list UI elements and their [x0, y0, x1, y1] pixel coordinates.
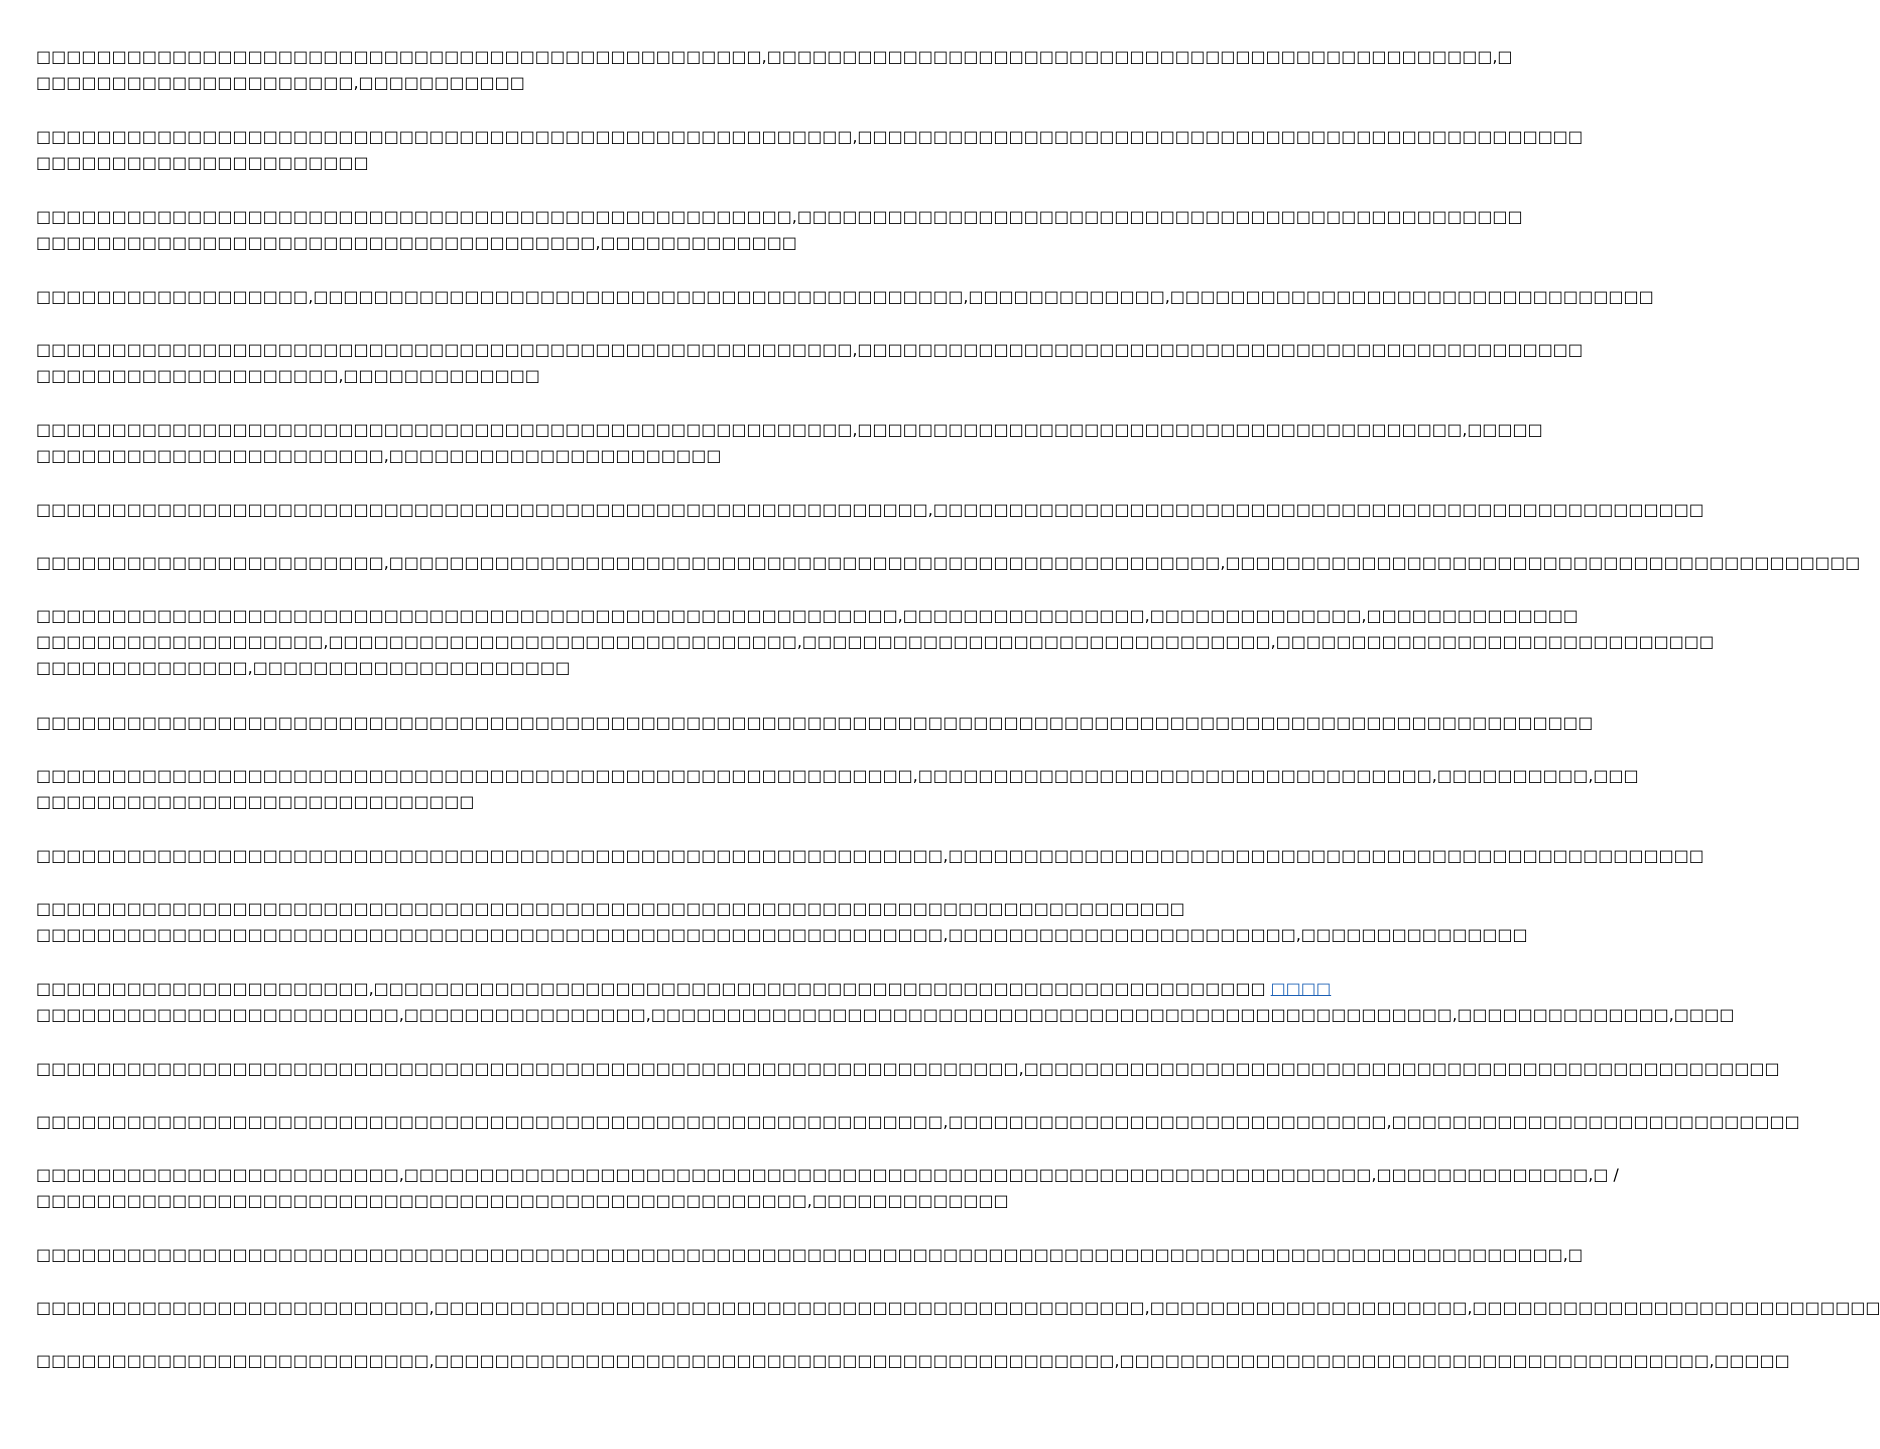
paragraph-line-text: □□□□□□□□□□□□□□□□□□□,□□□□□□□□□□□□□□□□□□□□□□□□□□□□□□□,□□□□□□□□□□□□□□□□□□□□□□□□□□□□□□□,□□□□□□□□□□□□□□□□□□□□□□□□□□□□□	[36, 632, 1715, 651]
paragraph-line-text: □□□□□□□□□□□□□□□□□□,□□□□□□□□□□□□□□□□□□□□□□□□□□□□□□□□□□□□□□□□□□□,□□□□□□□□□□□□□,□□□□□□□□□□□□□□□□□□□□□□□□□□□□□□□□	[36, 287, 1654, 306]
body-paragraph	[36, 603, 1715, 681]
body-paragraph	[36, 337, 1584, 389]
paragraph-line	[36, 603, 1579, 629]
paragraph-line	[36, 1002, 1735, 1028]
paragraph-line	[36, 443, 990, 469]
body-paragraph	[36, 284, 1654, 310]
paragraph-line	[36, 1056, 1780, 1082]
body-paragraph	[36, 976, 1735, 1028]
paragraph-line-text: □□□□□□□□□□□□□□□□□□□□□□□□□□□□□□□□□□□□□□□□□□□□□□□□□□□□□□□□□□□□□□□□□,□□□□□□□□□□□□□□□□□□□□□□□□□□□□□□□□□□□□□□□□□□□□□□□□□□	[36, 1059, 1780, 1078]
paragraph-line-text: □□□□□□□□□□□□□□,□□□□□□□□□□□□□□□□□□□□□	[36, 658, 571, 677]
paragraph-line	[36, 124, 1584, 150]
body-paragraph	[36, 550, 1861, 576]
paragraph-line	[36, 150, 990, 176]
paragraph-line	[36, 1188, 1009, 1214]
document-page	[36, 0, 1880, 1449]
paragraph-line-text: □□□□□□□□□□□□□□□□□□□□□□□□□□□□□□□□□□□□□□□□□□□□□□□□□□□□□□□□□□,□□□□□□□□□□□□□□□□□□□□□□□□□□□□□□□□□□,□□□□□□□□□□,□□□	[36, 766, 1639, 785]
body-paragraph	[36, 124, 1584, 176]
body-paragraph	[36, 763, 1639, 815]
body-paragraph	[36, 1295, 1880, 1321]
paragraph-line	[36, 417, 1543, 443]
paragraph-line-text: □□□□□□□□□□□□□□□□□□□□□□□□□□□□□□□□□□□□□□□□□□□□□□□□□□□□□□□□□□□□□□□□□□□□□□□□□□□□	[36, 899, 1185, 918]
paragraph-line-text: □□□□□□□□□□□□□□□□□□□□□□□□□□□□□□□□□□□□□□□□□□□□□□□□□□□□□□□□□□□□,□□□□□□□□□□□□□□□□□□□□□□□□□□□□□□□□□□□□□□□□□□□□□□□□□□	[36, 846, 1704, 865]
body-paragraph	[36, 1348, 1790, 1374]
paragraph-line	[36, 976, 1332, 1002]
paragraph-line-text: □□□□□□□□□□□□□□□□□□□□□□□□□□□□□□□□□□□□□□□□□□□□□□□□,□□□□□□□□□□□□□□□□□□□□□□□□□□□□□□□□□□□□□□□□□□□□□□□□,□	[36, 47, 1513, 66]
paragraph-line	[36, 1348, 1790, 1374]
body-paragraph	[36, 497, 1704, 523]
paragraph-line	[36, 655, 990, 681]
paragraph-line	[36, 230, 990, 256]
paragraph-line	[36, 1242, 1584, 1268]
paragraph-line	[36, 204, 1523, 230]
body-paragraph	[36, 710, 1594, 736]
paragraph-line-text: □□□□□□□□□□□□□□□□□□□□□□□□□□□□□	[36, 792, 475, 811]
paragraph-line	[36, 1295, 1880, 1321]
paragraph-line-text: □□□□□□□□□□□□□□□□□□□□□□□□□□□□□□□□□□□□□□□□□□□□□□□□□□,□□□□□□□□□□□□□□□□□□□□□□□□□□□□□□□□□□□□□□□□□□□□□□□□	[36, 207, 1523, 226]
body-paragraph	[36, 1162, 1619, 1214]
paragraph-line	[36, 1109, 1800, 1135]
body-paragraph	[36, 843, 1704, 869]
paragraph-line-text: □□□□□□□□□□□□□□□□□□□□□□□□□□□□□□□□□□□□□□□□□□□□□□□□□□□□□□□□□□□□□□□□□□□□□□□□□□□□□□□□□□□□□□□□□□□□□□□□□□□□□,□	[36, 1245, 1584, 1264]
paragraph-line-text: □□□□□□□□□□□□□□□□□□□□□□□□□□□□□□□□□□□□□□□□□□□□□□□□□□□□□□□□□□□□□□□□□□□□□□□□□□□□□□□□□□□□□□□□□□□□□□□□□□□□□□□	[36, 713, 1594, 732]
paragraph-line	[36, 843, 1704, 869]
body-paragraph	[36, 204, 1523, 256]
paragraph-line-text: □□□□□□□□□□□□□□□□□□□□□□□□□□□□□□□□□□□□□□□□□□□□□□□□□□□□□□□□□□□□,□□□□□□□□□□□□□□□□□□□□□□□□□□□□□,□□□□□□□□□□□□□□□□□□□□□□□□□□□	[36, 1112, 1800, 1131]
paragraph-line-text: □□□□□□□□□□□□□□□□□□□□□□□□□□□□□□□□□□□□□□□□□□□□□□□□□□□□□□□□□□□□,□□□□□□□□□□□□□□□□□□□□□□□,□□□□□□□□□□□□□□□	[36, 925, 1528, 944]
paragraph-line	[36, 710, 1594, 736]
body-paragraph	[36, 44, 1513, 96]
body-paragraph	[36, 417, 1543, 469]
paragraph-line-text: □□□□□□□□□□□□□□□□□□□□□□□□□□□□□□□□□□□□□□□□□□□□□□□□□□□□□□,□□□□□□□□□□□□□□□□□□□□□□□□□□□□□□□□□□□□□□□□□□□□□□□□	[36, 340, 1584, 359]
paragraph-line	[36, 44, 1513, 70]
paragraph-line-text: □□□□□□□□□□□□□□□□□□□□□□□□□□,□□□□□□□□□□□□□□□□□□□□□□□□□□□□□□□□□□□□□□□□□□□□□,□□□□□□□□□□□□□□□□□□□□□□□□□□□□□□□□□□□□□□□,□□□□□	[36, 1351, 1790, 1370]
paragraph-line-text: □□□□□□□□□□□□□□□□□□□□□□□□□□□□□□□□□□□□□□□□□□□□□□□□□□□,□□□□□□□□□□□□□	[36, 1191, 1009, 1210]
paragraph-line-text: □□□□□□□□□□□□□□□□□□□□□□□□□□□□□□□□□□□□□□□□□□□□□□□□□□□□□□□□□□□,□□□□□□□□□□□□□□□□□□□□□□□□□□□□□□□□□□□□□□□□□□□□□□□□□□□	[36, 500, 1704, 519]
paragraph-line-text: □□□□□□□□□□□□□□□□□□□□,□□□□□□□□□□□□□	[36, 366, 540, 385]
paragraph-line	[36, 1162, 1619, 1188]
paragraph-line-text: □□□□□□□□□□□□□□□□□□□□□□□□□□□□□□□□□□□□□,□□□□□□□□□□□□□	[36, 233, 797, 252]
paragraph-line-text: □□□□□□□□□□□□□□□□□□□□□□□□,□□□□□□□□□□□□□□□□,□□□□□□□□□□□□□□□□□□□□□□□□□□□□□□□□□□□□□□□□□□□□□□□□□□□□□,□□□□□□□□□□□□□□,□□□□	[36, 1005, 1735, 1024]
inline-link[interactable]: □□□□	[1270, 979, 1332, 998]
paragraph-line	[36, 629, 1715, 655]
body-paragraph	[36, 1056, 1780, 1082]
body-paragraph	[36, 896, 1528, 948]
paragraph-line-text: □□□□□□□□□□□□□□□□□□□□□□□□□□□□□□□□□□□□□□□□□□□□□□□□□□□□□□□□□,□□□□□□□□□□□□□□□□,□□□□□□□□□□□□□□,□□□□□□□□□□□□□□	[36, 606, 1579, 625]
body-paragraph	[36, 1242, 1584, 1268]
paragraph-line-text: □□□□□□□□□□□□□□□□□□□□□□□,□□□□□□□□□□□□□□□□□□□□□□□□□□□□□□□□□□□□□□□□□□□□□□□□□□□□□□□,□□□□□□□□□□□□□□□□□□□□□□□□□□□□□□□□□□□□□□□□□□	[36, 553, 1861, 572]
paragraph-line	[36, 763, 1639, 789]
paragraph-line	[36, 550, 1861, 576]
paragraph-line-text: □□□□□□□□□□□□□□□□□□□□□□	[36, 153, 369, 172]
paragraph-line	[36, 789, 990, 815]
paragraph-line	[36, 896, 1185, 922]
paragraph-line	[36, 337, 1584, 363]
paragraph-line	[36, 922, 1528, 948]
body-paragraph	[36, 1109, 1800, 1135]
paragraph-line	[36, 70, 990, 96]
paragraph-line-text: □□□□□□□□□□□□□□□□□□□□□,□□□□□□□□□□□	[36, 73, 525, 92]
paragraph-line-text: □□□□□□□□□□□□□□□□□□□□□□□□,□□□□□□□□□□□□□□□□□□□□□□□□□□□□□□□□□□□□□□□□□□□□□□□□□□□□□□□□□□□□□□□□,□□□□□□□□□□□□□□,□ /	[36, 1165, 1619, 1184]
paragraph-line	[36, 284, 1654, 310]
paragraph-line	[36, 363, 990, 389]
paragraph-line-text: □□□□□□□□□□□□□□□□□□□□□□□,□□□□□□□□□□□□□□□□□□□□□□	[36, 446, 722, 465]
paragraph-line	[36, 497, 1704, 523]
paragraph-line-text: □□□□□□□□□□□□□□□□□□□□□□□□□□,□□□□□□□□□□□□□□□□□□□□□□□□□□□□□□□□□□□□□□□□□□□□□□□,□□□□□□□□□□□□□□□□□□□□□,□□□□□□□□□□□□□□□□□□□□□□□□□□□	[36, 1298, 1880, 1317]
paragraph-line-text: □□□□□□□□□□□□□□□□□□□□□□□□□□□□□□□□□□□□□□□□□□□□□□□□□□□□□□,□□□□□□□□□□□□□□□□□□□□□□□□□□□□□□□□□□□□□□□□,□□□□□	[36, 420, 1543, 439]
paragraph-line-text: □□□□□□□□□□□□□□□□□□□□□□,□□□□□□□□□□□□□□□□□□□□□□□□□□□□□□□□□□□□□□□□□□□□□□□□□□□□□□□□□□□	[36, 979, 1271, 998]
paragraph-line-text: □□□□□□□□□□□□□□□□□□□□□□□□□□□□□□□□□□□□□□□□□□□□□□□□□□□□□□,□□□□□□□□□□□□□□□□□□□□□□□□□□□□□□□□□□□□□□□□□□□□□□□□	[36, 127, 1584, 146]
